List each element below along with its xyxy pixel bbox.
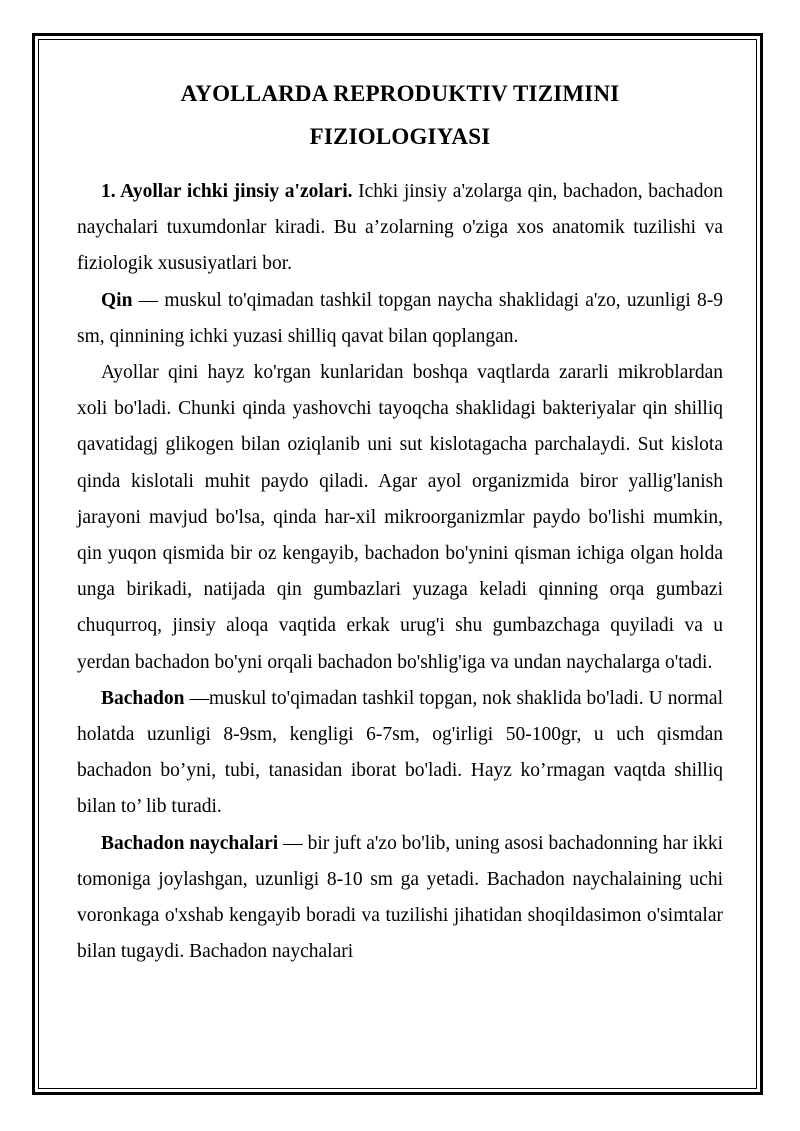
paragraph-text: Ayollar qini hayz ko'rgan kunlaridan boshqa vaqtlarda zararli mikroblardan xoli bo'ladi. Chunki qinda yashovchi tayoqcha shaklidagi bakteriyalar qin shilliq qavatidagj glikogen bilan oziqlanib uni sut kislotagacha parchalaydi. Sut kislota qinda kislotali muhit paydo qiladi. Agar ayol organizmida biror yallig'lanish jarayoni mavjud bo'lsa, qinda har-xil mikroorganizmlar paydo bo'lishi mumkin, qin yuqon qismida bir oz kengayib, bachadon bo'ynini qisman ichiga olgan holda unga birikadi, natijada qin gumbazlari yuzaga keladi qinning orqa gumbazi chuqurroq, jinsiy aloqa vaqtida erkak urug'i shu gumbazchaga quyiladi va u yerdan bachadon bo'yni orqali bachadon bo'shlig'iga va undan naychalarga o'tadi. [77, 362, 723, 673]
paragraph-text: Ichki jinsiy a'zolarga qin, bachadon, bachadon naychalari tuxumdonlar kiradi. Bu a’zolarning o'ziga xos anatomik tuzilishi va fiziologik xususiyatlari bor. [77, 181, 723, 275]
paragraph-internal-organs [77, 174, 723, 283]
title-line-1: AYOLLARDA REPRODUKTIV TIZIMINI [180, 81, 620, 106]
paragraph-fallopian-tubes [77, 826, 723, 971]
paragraph-text: —muskul to'qimadan tashkil topgan, nok shaklida bo'ladi. U normal holatda uzunligi 8-9sm, kengligi 6-7sm, og'irligi 50-100gr, u uch qismdan bachadon bo’yni, tubi, tanasidan iborat bo'ladi. Hayz ko’rmagan vaqtda shilliq bilan to’ lib turadi. [77, 687, 723, 818]
paragraph-term: Qin [101, 289, 133, 311]
paragraph-term: Bachadon [101, 687, 185, 709]
paragraph-vagina [77, 283, 723, 355]
paragraph-text: — bir juft a'zo bo'lib, uning asosi bachadonning har ikki tomoniga joylashgan, uzunligi 8-10 sm ga yetadi. Bachadon naychalaining uchi voronkaga o'xshab kengayib boradi va tuzilishi jihatidan shoqildasimon o'simtalar bilan tugaydi. Bachadon naychalari [77, 832, 723, 963]
paragraph-vaginal-flora [77, 355, 723, 681]
paragraph-term: Bachadon naychalari [101, 832, 279, 854]
document-title [77, 72, 723, 158]
document-body [77, 72, 723, 970]
paragraph-text: — muskul to'qimadan tashkil topgan naycha shaklidagi a'zo, uzunligi 8-9 sm, qinnining ichki yuzasi shilliq qavat bilan qoplangan. [77, 289, 723, 347]
paragraph-list [77, 174, 723, 970]
paragraph-uterus [77, 681, 723, 826]
title-line-2: FIZIOLOGIYASI [309, 124, 491, 149]
paragraph-term: 1. Ayollar ichki jinsiy a'zolari. [101, 181, 353, 202]
